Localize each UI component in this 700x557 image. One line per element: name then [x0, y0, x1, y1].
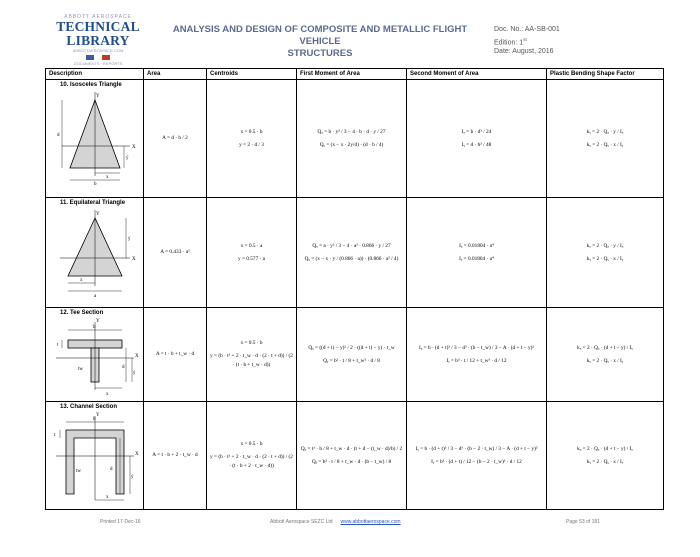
centroid-x-formula: x = 0.5 · a — [240, 242, 263, 249]
xbar-label: x — [105, 392, 108, 396]
column-header: Description — [46, 69, 144, 80]
first-moment-cell — [297, 198, 407, 308]
area-formula: A = t · b + t_w · d — [155, 351, 195, 357]
tw-label: tw — [75, 469, 81, 474]
x-axis-label: X — [134, 452, 139, 457]
second-moment-x: Iₓ = b · d³ / 24 — [461, 128, 492, 135]
doc-date: Date: August, 2016 — [494, 48, 554, 56]
tee-section-figure — [50, 318, 140, 396]
b-label: b — [92, 417, 95, 422]
first-moment-y: Qᵧ = (x − x · y / (0.866 · a)) · (0.866 · a² / 4) — [304, 255, 399, 262]
second-moment-y: Iᵧ = 0.01804 · a⁴ — [459, 255, 494, 262]
y-axis-label: Y — [95, 413, 100, 418]
second-moment-x: Iₓ = 0.01804 · a⁴ — [459, 242, 494, 249]
second-moment-x: Iₓ = b · (d + t)³ / 3 − d³ · (b − 2 · t_w) / 3 − A · (d + t − y)² — [415, 445, 538, 452]
area-cell — [144, 198, 207, 308]
first-moment-x: Qₓ = t² · b / 8 + t_w · d · (t + d − (t_w · d)/b) / 2 — [300, 445, 403, 452]
plastic-factor-y: kᵧ = 2 · Qᵧ · x / Iᵧ — [586, 255, 624, 262]
row-title: 11. Equilateral Triangle — [60, 200, 126, 206]
centroid-cell — [207, 80, 297, 198]
logo-top-text: ABBOTT AEROSPACE — [64, 14, 132, 20]
logo-name: TECHNICAL LIBRARY — [56, 19, 140, 48]
plastic-factor-x: kₓ = 2 · Qₓ · (d + t − y) / Iₓ — [577, 344, 633, 351]
first-moment-y: Qᵧ = b² · t / 8 + t_w · d · (b − t_w) / 8 — [311, 458, 392, 465]
section-properties-table — [45, 68, 664, 510]
xbar-label: x — [79, 278, 82, 283]
description-cell — [46, 402, 144, 510]
page-number: Page 53 of 181 — [566, 519, 600, 525]
row-title: 13. Channel Section — [60, 404, 118, 410]
logo-sub: DOCUMENTS · REPORTS — [73, 61, 123, 66]
row-title: 10. Isosceles Triangle — [60, 82, 122, 88]
area-formula: A = t · b + 2 · t_w · d — [152, 452, 198, 458]
isosceles-triangle-figure — [50, 90, 140, 186]
centroid-y-formula: y = 2 · d / 3 — [239, 141, 264, 148]
y-axis-label: Y — [95, 212, 100, 217]
first-moment-cell — [297, 308, 407, 402]
footer-company — [270, 519, 401, 525]
logo-url: ABBOTTAEROSPACE.COM — [72, 48, 124, 53]
area-cell — [144, 80, 207, 198]
y-axis-label: Y — [95, 319, 100, 324]
technical-library-logo — [38, 14, 158, 66]
plastic-factor-x: kₓ = 2 · Qₓ · y / Iₓ — [586, 242, 624, 249]
second-moment-cell — [407, 198, 547, 308]
x-axis-label: X — [131, 145, 136, 150]
description-cell — [46, 308, 144, 402]
edition-sup: st — [523, 36, 527, 42]
a-label: a — [93, 294, 96, 298]
plastic-factor-y: kᵧ = 2 · Qᵧ · x / Iᵧ — [586, 458, 624, 465]
first-moment-y: Qᵧ = (x − x · 2y/d) · (d · b / 4) — [319, 141, 384, 148]
column-header: First Moment of Area — [297, 69, 407, 80]
area-formula: A = 0.433 · a² — [160, 249, 190, 255]
edition-text: Edition: 1 — [494, 38, 524, 46]
centroid-y-formula: y = (b · t² + 2 · t_w · d · (2 · t + d)) / (2 · (t · b + t_w · d)) — [210, 353, 293, 368]
area-cell — [144, 308, 207, 402]
x-axis-label: X — [134, 354, 139, 359]
column-header: Centroids — [207, 69, 297, 80]
column-header: Second Moment of Area — [407, 69, 547, 80]
d-label: d — [121, 365, 124, 370]
table-header-row — [46, 69, 664, 80]
doc-number: Doc. No.: AA-SB-001 — [494, 26, 560, 33]
description-cell — [46, 80, 144, 198]
centroid-cell — [207, 308, 297, 402]
row-title: 12. Tee Section — [60, 310, 104, 316]
centroid-cell — [207, 402, 297, 510]
y-axis-label: Y — [95, 94, 100, 99]
plastic-factor-x: kₓ = 2 · Qₓ · y / Iₓ — [586, 128, 624, 135]
area-formula: A = d · b / 2 — [162, 135, 188, 141]
second-moment-y: Iᵧ = b³ · (d + t) / 12 − (b − 2 · t_w)³ · d / 12 — [431, 458, 522, 465]
xbar-label: x — [105, 495, 108, 500]
description-cell — [46, 198, 144, 308]
centroid-x-formula: x = 0.5 · b — [240, 128, 263, 135]
second-moment-cell — [407, 402, 547, 510]
plastic-factor-cell — [547, 198, 664, 308]
channel-section-figure — [50, 412, 140, 504]
t-label: t — [56, 343, 58, 348]
plastic-factor-cell — [547, 80, 664, 198]
second-moment-y: Iᵧ = b³ · t / 12 + t_w³ · d / 12 — [446, 357, 507, 364]
table-row — [46, 308, 664, 402]
first-moment-x: Qₓ = a · y² / 3 − 4 · a² · 0.866 · y / 27 — [312, 242, 391, 249]
second-moment-x: Iₓ = b · (d + t)³ / 3 − d³ · (b − t_w) / 3 − A · (d + t − y)² — [419, 344, 534, 351]
d-label: d — [56, 133, 59, 138]
website-link[interactable]: www.abbottaerospace.com — [340, 519, 401, 525]
x-axis-label: X — [131, 257, 136, 262]
first-moment-x: Qₓ = b · y² / 3 − 4 · b · d · y / 27 — [317, 128, 386, 135]
page-header — [0, 0, 700, 66]
second-moment-y: Iᵧ = d · b³ / 48 — [461, 141, 492, 148]
ybar-label: ȳ — [132, 371, 135, 376]
plastic-factor-cell — [547, 308, 664, 402]
xbar-label: x — [105, 175, 108, 180]
second-moment-cell — [407, 308, 547, 402]
table-row — [46, 80, 664, 198]
tw-label: tw — [77, 367, 83, 372]
title-line-2: STRUCTURES — [287, 48, 353, 59]
t-label: t — [53, 433, 55, 438]
company-name: Abbott Aerospace SEZC Ltd — [270, 519, 333, 525]
first-moment-cell — [297, 402, 407, 510]
printed-date: Printed 17-Dec-16 — [100, 519, 141, 525]
ybar-label: ȳ — [125, 156, 128, 161]
column-header: Area — [144, 69, 207, 80]
b-label: b — [92, 325, 95, 330]
title-line-1: ANALYSIS AND DESIGN OF COMPOSITE AND METALLIC FLIGHT VEHICLE — [172, 24, 468, 47]
plastic-factor-cell — [547, 402, 664, 510]
document-title — [160, 24, 480, 60]
area-cell — [144, 402, 207, 510]
ybar-label: ȳ — [130, 475, 133, 480]
centroid-y-formula: y = 0.577 · a — [238, 255, 265, 262]
edition — [494, 35, 560, 48]
ybar-label: ȳ — [127, 237, 130, 242]
first-moment-x: Qₓ = ((d + t) − y)² / 2 · ((d + t) − y) · t_w — [308, 344, 395, 351]
table-row — [46, 198, 664, 308]
plastic-factor-y: kᵧ = 2 · Qᵧ · x / Iᵧ — [586, 357, 624, 364]
first-moment-y: Qᵧ = b² · t / 8 + t_w² · d / 8 — [323, 357, 380, 364]
centroid-cell — [207, 198, 297, 308]
plastic-factor-x: kₓ = 2 · Qₓ · (d + t − y) / Iₓ — [577, 445, 633, 452]
b-label: b — [93, 182, 96, 186]
table-row — [46, 402, 664, 510]
column-header: Plastic Bending Shape Factor — [547, 69, 664, 80]
equilateral-triangle-figure — [50, 208, 140, 298]
first-moment-cell — [297, 80, 407, 198]
d-label: d — [109, 467, 112, 472]
centroid-x-formula: x = 0.5 · b — [240, 441, 263, 447]
centroid-x-formula: x = 0.5 · b — [240, 340, 263, 346]
second-moment-cell — [407, 80, 547, 198]
plastic-factor-y: kᵧ = 2 · Qᵧ · x / Iᵧ — [586, 141, 624, 148]
centroid-y-formula: y = (b · t² + 2 · t_w · d · (2 · t + d)) / (2 · (t · b + 2 · t_w · d)) — [210, 454, 293, 469]
flag-icon — [86, 55, 110, 60]
document-info — [494, 25, 560, 57]
